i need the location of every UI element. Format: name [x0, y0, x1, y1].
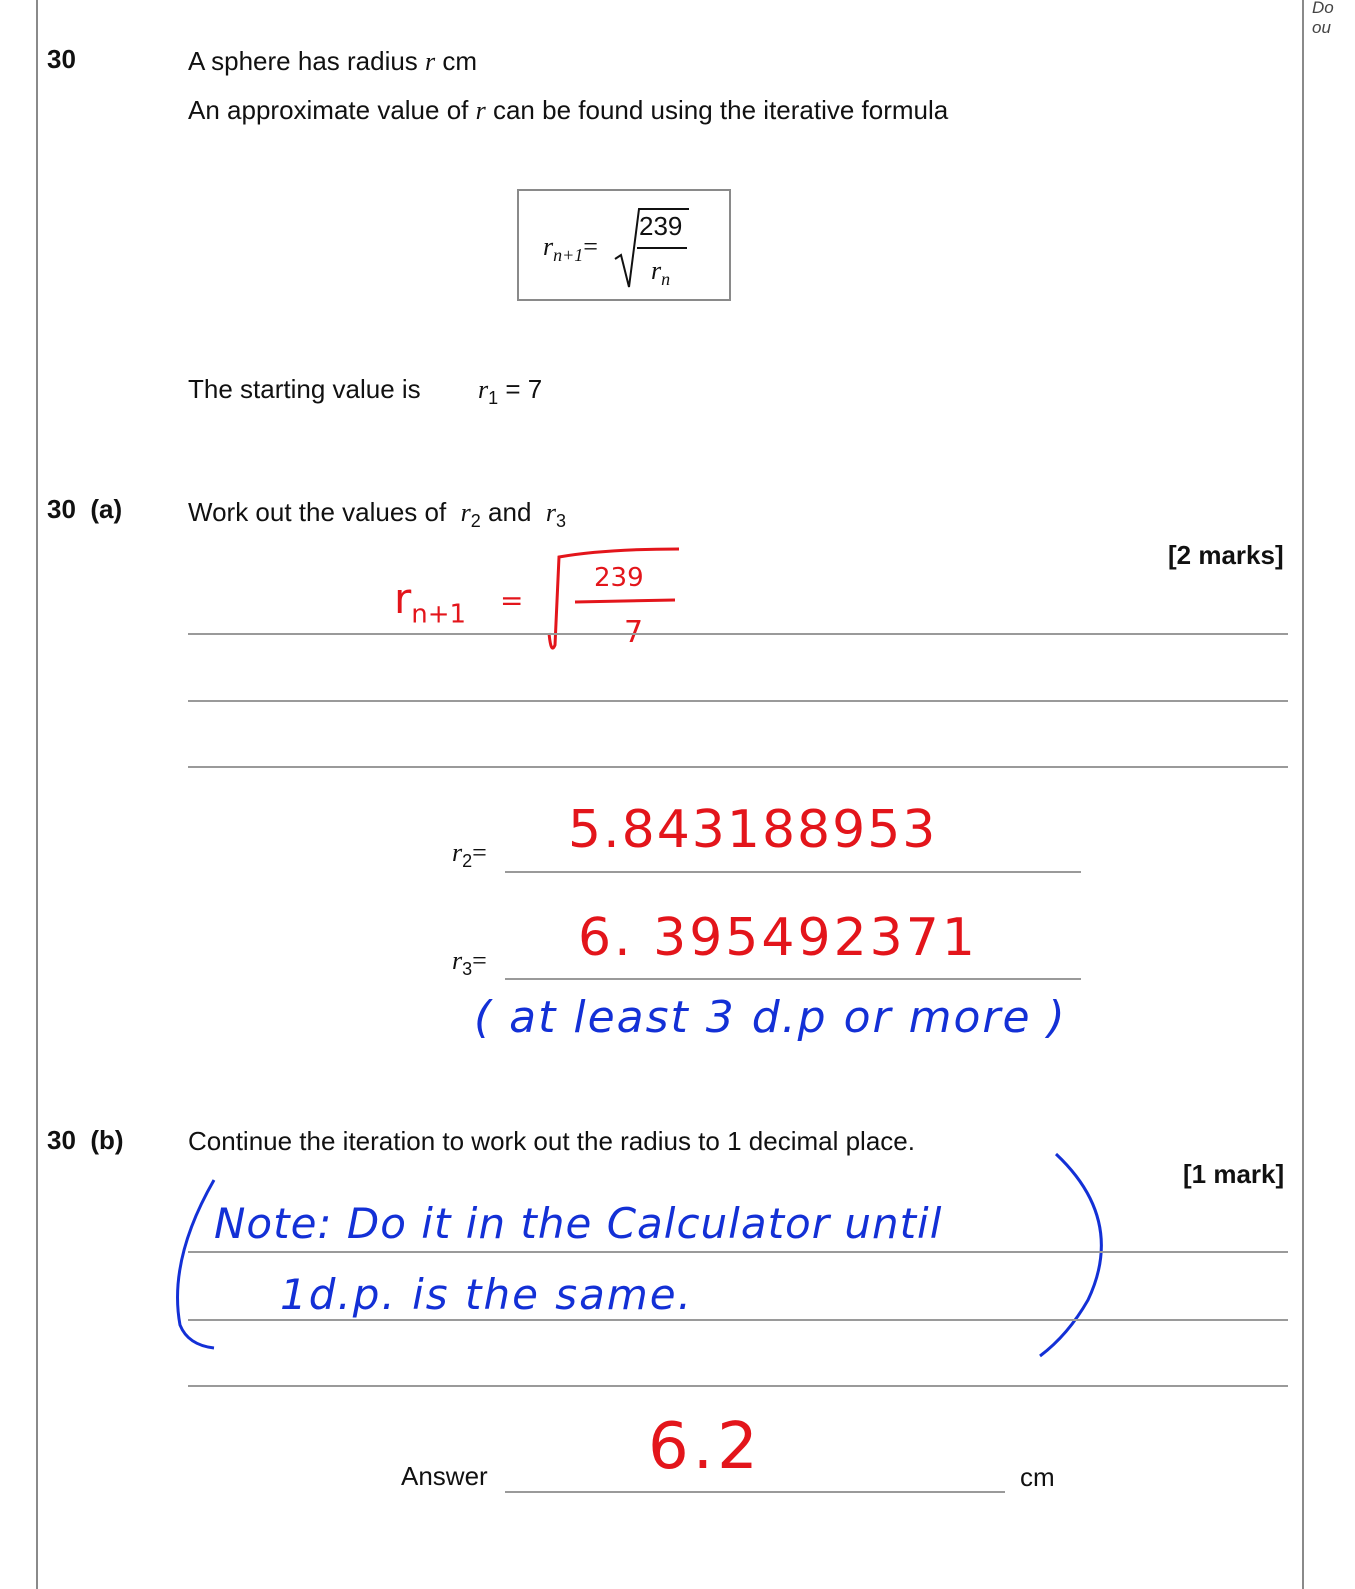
answer-line-b1 [188, 1251, 1288, 1253]
start-sub: 1 [488, 388, 499, 409]
formula-lhs-sub: n+1 [553, 245, 584, 266]
r2-value: 5.843188953 [568, 800, 938, 860]
r2-label-var: r [452, 838, 463, 867]
part-b-text: Continue the iteration to work out the radius to 1 decimal place. [188, 1126, 915, 1156]
note-line-2: 1d.p. is the same. [280, 1270, 693, 1319]
r3-label-var: r [452, 946, 463, 975]
intro-line-2-a: An approximate value of [188, 95, 476, 125]
formula-numerator: 239 [639, 211, 683, 241]
r3-value: 6. 395492371 [578, 908, 978, 968]
answer-line-b2 [188, 1319, 1288, 1321]
margin-note [1312, 0, 1334, 38]
r2-label-eq: = [472, 838, 487, 867]
formula-box [517, 189, 731, 301]
part-a-and: and [488, 497, 532, 527]
r3-label-sub: 3 [462, 959, 473, 980]
r3-label-eq: = [472, 946, 487, 975]
formula-den-var: r [651, 256, 662, 285]
working-lhs-sub: n+1 [411, 599, 467, 630]
start-value [478, 374, 542, 409]
part-a-sub2: 3 [556, 511, 567, 532]
question-number: 30 [47, 44, 76, 74]
fraction-bar [637, 247, 687, 249]
part-a-sub1: 2 [470, 511, 481, 532]
part-a-marks: [2 marks] [1168, 540, 1284, 570]
intro-line-2-var: r [475, 96, 486, 125]
r3-answer-line [505, 978, 1081, 980]
r2-label [452, 837, 487, 872]
part-a-text-a: Work out the values of [188, 497, 447, 527]
part-b-label: 30 (b) [47, 1125, 124, 1155]
formula-lhs-var: r [543, 232, 554, 261]
part-a-label: 30 (a) [47, 494, 123, 524]
intro-line-1 [188, 46, 477, 77]
intro-line-1-a: A sphere has radius [188, 46, 426, 76]
intro-line-1-b: cm [435, 46, 478, 76]
part-a-var1: r [460, 498, 471, 527]
answer-line-b3 [188, 1385, 1288, 1387]
note-line-1: Note: Do it in the Calculator until [214, 1199, 943, 1248]
formula-eq: = [583, 232, 598, 261]
answer-line-a2 [188, 700, 1288, 702]
answer-unit: cm [1020, 1462, 1055, 1492]
r2-answer-line [505, 871, 1081, 873]
part-a-text [188, 497, 566, 532]
working-eq: = [500, 584, 524, 617]
working-lhs [394, 574, 466, 629]
r3-label [452, 945, 487, 980]
answer-label: Answer [401, 1461, 488, 1491]
start-text: The starting value is [188, 374, 421, 404]
margin-note-line2: ou [1312, 18, 1331, 37]
formula-denominator [651, 255, 670, 290]
left-margin-line [36, 0, 38, 1589]
start-var: r [478, 375, 489, 404]
working-lhs-var: r [394, 574, 412, 623]
answer-line-a3 [188, 766, 1288, 768]
formula-lhs [543, 231, 598, 266]
answer-line-a1 [188, 633, 1288, 635]
formula-den-sub: n [661, 269, 671, 290]
part-a-var2: r [545, 498, 557, 527]
right-margin-line [1302, 0, 1304, 1589]
intro-var: r [425, 47, 436, 76]
precision-note: ( at least 3 d.p or more ) [474, 992, 1067, 1043]
intro-line-2-b: can be found using the iterative formula [485, 95, 949, 125]
final-answer-line [505, 1491, 1005, 1493]
intro-line-2 [188, 95, 948, 126]
note-brackets [168, 1150, 1118, 1370]
final-answer-value: 6.2 [648, 1410, 762, 1484]
r2-label-sub: 2 [462, 851, 473, 872]
margin-note-line1: Do [1312, 0, 1334, 17]
working-numerator: 239 [594, 563, 644, 593]
part-b-marks: [1 mark] [1183, 1159, 1285, 1189]
start-val: = 7 [505, 374, 543, 404]
